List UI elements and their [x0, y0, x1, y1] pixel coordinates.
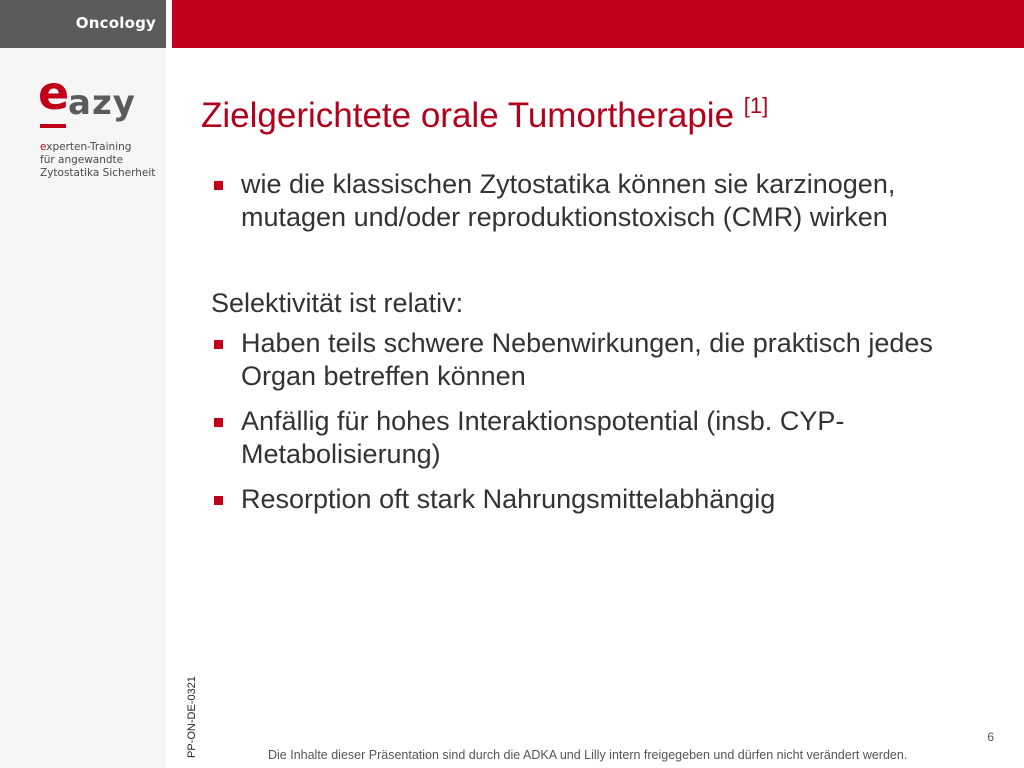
- page-number: 6: [987, 730, 994, 744]
- slide-title: [201, 86, 768, 136]
- logo-tagline: [40, 141, 164, 180]
- bullet-text: Resorption oft stark Nahrungsmittelabhängig: [241, 484, 776, 514]
- tagline-line-2: für angewandte: [40, 154, 124, 166]
- tagline-line-1-rest: xperten-Training: [46, 141, 132, 153]
- eazy-logo: [38, 66, 158, 134]
- slide-title-text: Zielgerichtete orale Tumortherapie: [201, 96, 735, 135]
- section-label: Oncology: [75, 14, 156, 32]
- bullet-square-icon: [214, 418, 223, 427]
- sidebar: [0, 0, 166, 768]
- title-citation: [1]: [743, 93, 769, 118]
- bullet-text: Haben teils schwere Nebenwirkungen, die praktisch jedes Organ betreffen können: [241, 328, 933, 391]
- bullet-text: wie die klassischen Zytostatika können sie karzinogen, mutagen und/oder reproduktionstoxisch (CMR) wirken: [241, 169, 896, 232]
- bullet-item: [211, 327, 1001, 393]
- logo-letter-e: e: [38, 66, 70, 120]
- tagline-line-3: Zytostatika Sicherheit: [40, 167, 156, 179]
- bullet-item: [211, 483, 1001, 516]
- document-code: PP-ON-DE-0321: [186, 676, 198, 758]
- header-band: [172, 0, 1024, 48]
- bullet-square-icon: [214, 496, 223, 505]
- bullet-square-icon: [214, 340, 223, 349]
- logo-underline: [40, 124, 66, 128]
- tagline-accent: e: [40, 141, 47, 153]
- logo-wordmark: azy: [68, 83, 136, 123]
- subheading: Selektivität ist relativ:: [211, 288, 464, 318]
- bullet-item: [211, 405, 1001, 471]
- slide-content: [211, 168, 1001, 516]
- bullet-square-icon: [214, 181, 223, 190]
- bullet-item: [211, 168, 1001, 234]
- bullet-text: Anfällig für hohes Interaktionspotential (insb. CYP-Metabolisierung): [241, 406, 845, 469]
- tagline-line-1: [40, 141, 164, 154]
- footer-disclaimer: Die Inhalte dieser Präsentation sind durch die ADKA und Lilly intern freigegeben und dürfen nicht verändert werden.: [268, 748, 908, 762]
- sidebar-header: [0, 0, 166, 48]
